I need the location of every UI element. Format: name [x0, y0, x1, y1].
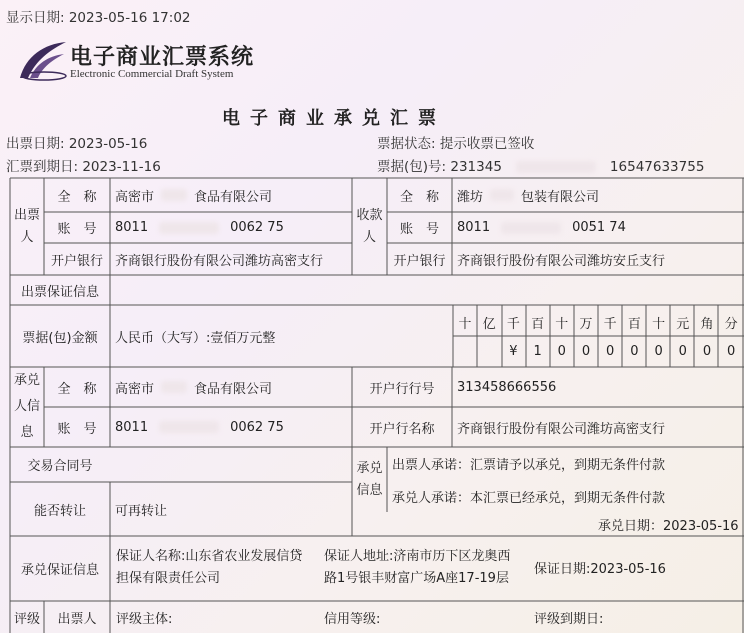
amount-digit-6: 0 [606, 344, 615, 359]
payee-account-part-b: 0051 74 [572, 220, 626, 235]
payee-bank-value: 齐商银行股份有限公司潍坊安丘支行 [457, 253, 666, 269]
amount-unit-5: 万 [579, 317, 593, 332]
amount-digit-4: 0 [557, 344, 566, 359]
acceptor-account-part-b: 0062 75 [230, 419, 284, 435]
transferable-label: 能否转让 [33, 503, 86, 519]
guarantee-date: 保证日期:2023-05-16 [534, 561, 666, 577]
drawer-section-text: 出票人 [14, 207, 41, 245]
redacted-mask [159, 222, 219, 234]
guarantor-address [324, 546, 510, 590]
payee-bank-label: 开户银行 [393, 253, 446, 269]
guarantor-name-line2: 担保有限责任公司 [116, 571, 221, 586]
accept-info-label-text: 承兑信息 [356, 460, 383, 498]
acceptor-account-part-a: 8011 [115, 419, 149, 435]
acceptor-promise: 承兑人承诺：本汇票已经承兑，到期无条件付款 [392, 490, 666, 506]
bill-number-prefix: 票据(包)号: 231345 [377, 159, 502, 175]
drawer-promise: 出票人承诺：汇票请予以承兑，到期无条件付款 [392, 458, 666, 473]
logo-text-en: Electronic Commercial Draft System [70, 68, 234, 80]
amount-digit-5: 0 [581, 344, 591, 359]
amount-unit-6: 千 [603, 317, 617, 332]
guarantor-address-line1: 保证人地址:济南市历下区龙奥西 [324, 549, 511, 564]
amount-unit-3: 百 [531, 317, 545, 332]
amount-digit-3: 1 [533, 344, 542, 359]
guarantor-address-line2: 路1号银丰财富广场A座17-19层 [324, 571, 509, 586]
bill-number [377, 155, 704, 175]
amount-label: 票据(包)金额 [22, 330, 98, 346]
redacted-mask [161, 381, 187, 393]
amount-unit-8: 十 [652, 317, 666, 332]
logo-icon [14, 38, 74, 82]
logo-text-cn: 电子商业汇票系统 [70, 44, 255, 70]
acceptor-account-value [115, 407, 284, 447]
acceptor-section-text: 承兑人信息 [14, 373, 41, 440]
transferable-value: 可再转让 [115, 503, 168, 519]
amount-unit-9: 元 [676, 317, 690, 332]
amount-digit-9: 0 [678, 344, 687, 359]
accept-date: 承兑日期：2023-05-16 [598, 518, 739, 534]
accept-guarantee-label: 承兑保证信息 [20, 563, 99, 578]
redacted-mask [516, 161, 596, 173]
amount-unit-11: 分 [724, 317, 738, 332]
drawer-section-label [10, 178, 44, 275]
acceptor-name-label: 全 称 [57, 381, 97, 397]
drawer-account-value [115, 212, 284, 243]
amount-unit-1: 亿 [482, 317, 496, 332]
amount-unit-2: 千 [506, 317, 520, 332]
contract-number-label: 交易合同号 [27, 459, 93, 474]
acceptor-section-label [10, 367, 44, 447]
payee-name-label: 全 称 [399, 189, 439, 205]
amount-unit-0: 十 [458, 317, 472, 332]
drawer-bank-value: 齐商银行股份有限公司潍坊高密支行 [115, 253, 324, 269]
redacted-mask [159, 421, 219, 433]
display-date: 显示日期: 2023-05-16 17:02 [6, 10, 191, 26]
drawer-account-part-a: 8011 [115, 220, 149, 235]
amount-in-words: 人民币（大写）:壹佰万元整 [115, 330, 276, 346]
rating-label: 评级 [13, 611, 40, 627]
redacted-mask [161, 189, 187, 201]
guarantor-name [116, 546, 302, 590]
drawer-account-part-b: 0062 75 [230, 220, 284, 235]
payee-account-part-a: 8011 [457, 220, 491, 235]
acceptor-bank-name-value: 齐商银行股份有限公司潍坊高密支行 [457, 421, 666, 437]
rating-expiry: 评级到期日: [534, 611, 604, 627]
drawer-account-label: 账 号 [57, 222, 97, 237]
drawer-bank-label: 开户银行 [50, 253, 103, 269]
amount-digit-8: 0 [654, 344, 663, 359]
redacted-mask [501, 222, 561, 234]
bill-status: 票据状态: 提示收票已签收 [377, 136, 535, 152]
acceptor-bank-no-value: 313458666556 [457, 379, 557, 395]
amount-unit-4: 十 [555, 317, 569, 332]
amount-unit-7: 百 [627, 317, 641, 332]
amount-digit-7: 0 [630, 344, 639, 359]
amount-digit-10: 0 [702, 344, 712, 359]
payee-name-part-b: 包装有限公司 [521, 189, 600, 205]
acceptor-name-part-a: 高密市 [115, 381, 155, 397]
acceptor-bank-no-label: 开户行行号 [369, 381, 435, 397]
acceptor-account-label: 账 号 [57, 421, 97, 437]
issue-date: 出票日期: 2023-05-16 [6, 136, 148, 152]
payee-account-label: 账 号 [399, 222, 439, 237]
acceptor-bank-name-label: 开户行名称 [369, 421, 435, 437]
rating-drawer-label: 出票人 [57, 611, 97, 627]
amount-unit-10: 角 [700, 317, 714, 332]
amount-digit-2: ¥ [509, 344, 518, 359]
amount-digit-11: 0 [727, 344, 736, 359]
issue-guarantee-label: 出票保证信息 [20, 284, 99, 300]
acceptor-name-part-b: 食品有限公司 [194, 381, 273, 397]
drawer-name-part-a: 高密市 [115, 189, 155, 205]
guarantor-name-line1: 保证人名称:山东省农业发展信贷 [116, 549, 303, 564]
redacted-mask [490, 189, 514, 201]
rating-subject: 评级主体: [116, 611, 173, 627]
drawer-name-part-b: 食品有限公司 [194, 189, 273, 205]
accept-info-label [352, 447, 387, 512]
bill-number-suffix: 16547633755 [609, 159, 705, 175]
payee-section-text: 收款人 [356, 207, 383, 245]
payee-section-label [352, 178, 387, 275]
rating-credit-level: 信用等级: [324, 611, 381, 627]
payee-account-value [457, 212, 626, 243]
acceptor-name-value [115, 367, 272, 407]
page-title: 电子商业承兑汇票 [222, 108, 446, 129]
drawer-name-value [115, 178, 272, 212]
payee-name-part-a: 潍坊 [457, 189, 484, 205]
drawer-name-label: 全 称 [57, 189, 97, 205]
payee-name-value [457, 178, 599, 212]
due-date: 汇票到期日: 2023-11-16 [6, 159, 161, 175]
